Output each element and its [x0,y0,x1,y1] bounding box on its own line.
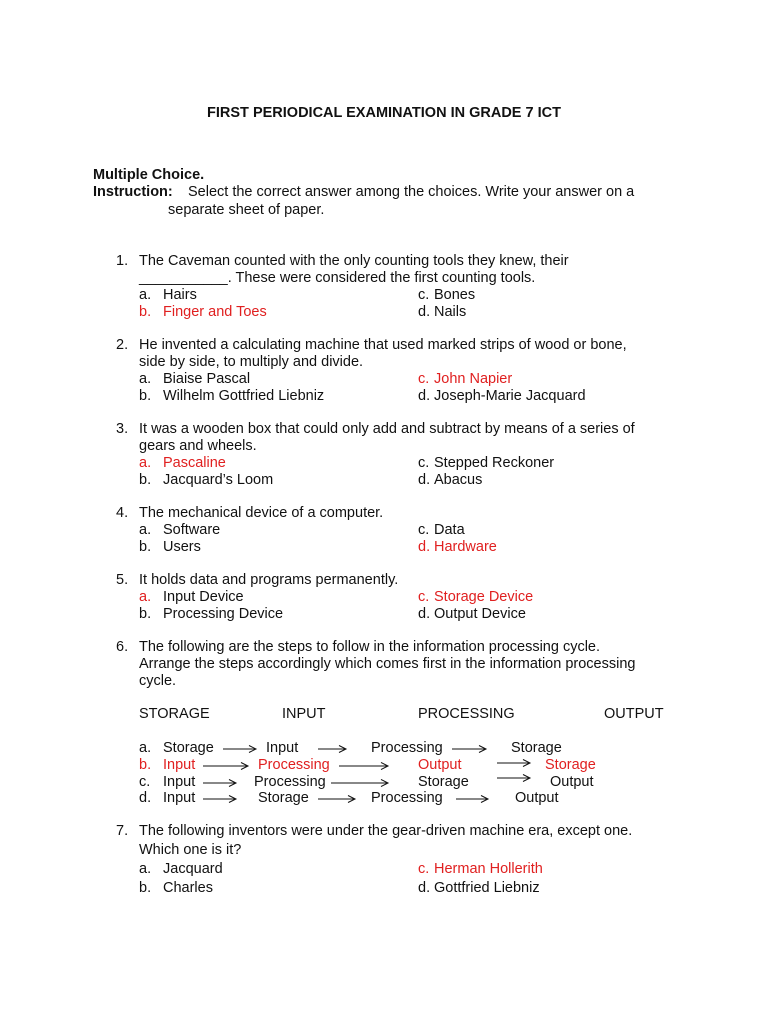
sequence-step: Input [163,774,196,790]
question-number: 1. [116,253,129,269]
term-label: OUTPUT [604,706,664,722]
choice-letter: b. [139,472,152,488]
question-text: The following are the steps to follow in the information processing cycle. [139,639,601,655]
choice-letter: c. [418,371,430,387]
sequence-step: Input [163,790,196,806]
choice-text: Charles [163,880,213,896]
sequence-letter: c. [139,774,151,790]
choice-text: Software [163,522,221,538]
sequence-letter: d. [139,790,152,806]
arrow-icon [452,744,488,754]
term-label: STORAGE [139,706,210,722]
instruction-text: separate sheet of paper. [168,202,325,218]
instruction-label: Instruction: [93,184,173,200]
choice-letter: b. [139,304,152,320]
question-number: 5. [116,572,129,588]
arrow-icon [318,744,348,754]
choice-letter: a. [139,861,152,877]
arrow-icon [339,761,390,771]
choice-letter: d. [418,606,431,622]
choice-letter: c. [418,861,430,877]
choice-letter: a. [139,589,152,605]
choice-letter: c. [418,455,430,471]
choice-text: Biaise Pascal [163,371,251,387]
arrow-icon [331,778,390,788]
choice-letter: c. [418,522,430,538]
sequence-step: Output [550,774,594,790]
sequence-step: Output [418,757,462,773]
choice-letter: b. [139,880,152,896]
question-number: 3. [116,421,129,437]
choice-text: Jacquard [163,861,223,877]
sequence-step: Input [163,757,196,773]
question-text: The mechanical device of a computer. [139,505,384,521]
choice-text: Joseph-Marie Jacquard [434,388,586,404]
choice-text: John Napier [434,371,513,387]
sequence-step: Output [515,790,559,806]
choice-letter: d. [418,388,431,404]
choice-text: Nails [434,304,467,320]
choice-letter: b. [139,539,152,555]
choice-text: Abacus [434,472,483,488]
sequence-letter: b. [139,757,152,773]
question-text: He invented a calculating machine that used marked strips of wood or bone, [139,337,627,353]
sequence-step: Processing [371,790,443,806]
term-label: INPUT [282,706,326,722]
sequence-step: Storage [418,774,469,790]
choice-text: Herman Hollerith [434,861,543,877]
choice-text: Hairs [163,287,197,303]
sequence-step: Processing [254,774,326,790]
choice-text: Wilhelm Gottfried Liebniz [163,388,325,404]
question-text: The Caveman counted with the only counting tools they knew, their [139,253,569,269]
choice-text: Hardware [434,539,497,555]
choice-letter: a. [139,371,152,387]
term-label: PROCESSING [418,706,515,722]
sequence-step: Storage [511,740,562,756]
choice-text: Output Device [434,606,526,622]
question-text: Arrange the steps accordingly which comes first in the information processing [139,656,636,672]
choice-letter: d. [418,304,431,320]
question-text: gears and wheels. [139,438,257,454]
sequence-step: Processing [371,740,443,756]
question-text: side by side, to multiply and divide. [139,354,364,370]
exam-title: FIRST PERIODICAL EXAMINATION IN GRADE 7 ICT [207,105,561,121]
sequence-step: Input [266,740,299,756]
arrow-icon [497,773,532,783]
choice-letter: c. [418,589,430,605]
question-text: cycle. [139,673,177,689]
choice-letter: a. [139,522,152,538]
question-number: 4. [116,505,129,521]
question-text: It was a wooden box that could only add and subtract by means of a series of [139,421,635,437]
choice-letter: c. [418,287,430,303]
choice-text: Jacquard’s Loom [163,472,274,488]
choice-letter: d. [418,472,431,488]
sequence-step: Storage [163,740,214,756]
choice-letter: b. [139,606,152,622]
question-text: Which one is it? [139,842,242,858]
arrow-icon [456,794,490,804]
question-number: 6. [116,639,129,655]
choice-letter: d. [418,539,431,555]
arrow-icon [497,758,532,768]
arrow-icon [223,744,258,754]
choice-text: Finger and Toes [163,304,267,320]
choice-letter: d. [418,880,431,896]
arrow-icon [203,794,238,804]
choice-text: Data [434,522,465,538]
question-text: It holds data and programs permanently. [139,572,399,588]
choice-text: Users [163,539,201,555]
choice-text: Processing Device [163,606,284,622]
arrow-icon [203,761,250,771]
choice-letter: a. [139,455,152,471]
choice-text: Storage Device [434,589,534,605]
sequence-letter: a. [139,740,152,756]
choice-letter: a. [139,287,152,303]
choice-letter: b. [139,388,152,404]
sequence-step: Storage [258,790,309,806]
arrow-icon [318,794,357,804]
sequence-step: Storage [545,757,596,773]
choice-text: Gottfried Liebniz [434,880,540,896]
instruction-text: Select the correct answer among the choices. Write your answer on a [188,184,635,200]
arrow-icon [203,778,238,788]
choice-text: Stepped Reckoner [434,455,555,471]
section-heading: Multiple Choice. [93,167,205,183]
question-number: 7. [116,823,129,839]
question-text: ___________. These were considered the first counting tools. [139,270,536,286]
question-number: 2. [116,337,129,353]
choice-text: Pascaline [163,455,226,471]
choice-text: Input Device [163,589,244,605]
question-text: The following inventors were under the gear-driven machine era, except one. [139,823,633,839]
sequence-step: Processing [258,757,330,773]
choice-text: Bones [434,287,476,303]
